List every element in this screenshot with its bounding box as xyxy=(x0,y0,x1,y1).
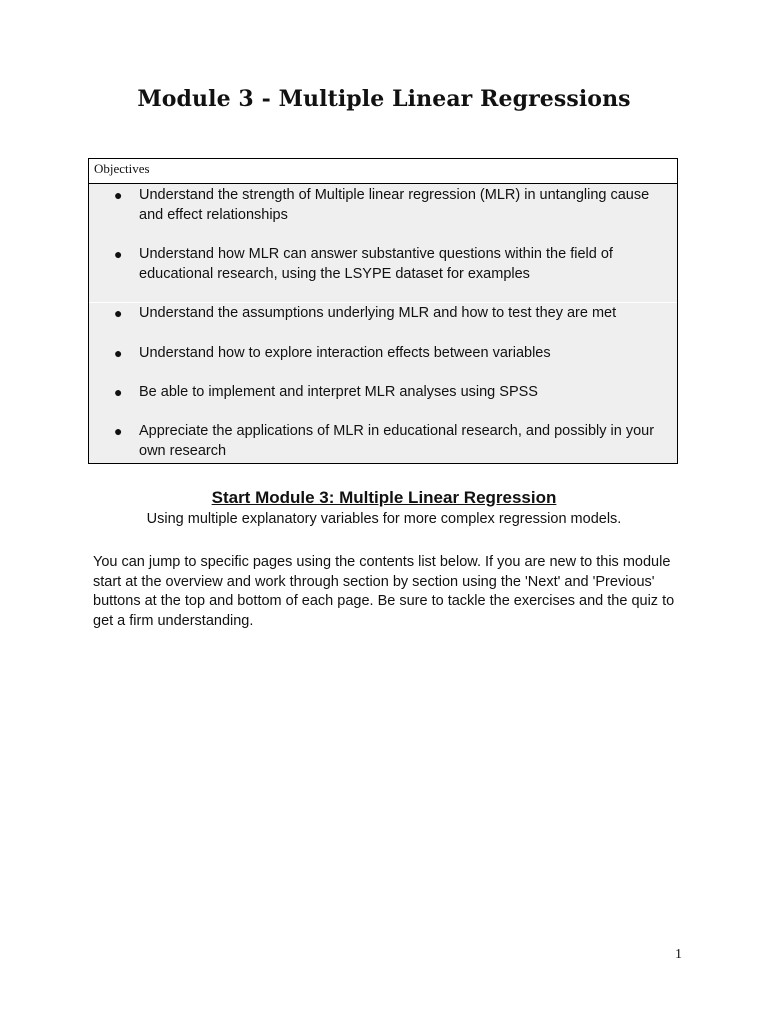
objectives-header: Objectives xyxy=(89,159,677,184)
objective-item xyxy=(89,186,677,225)
objective-text: Be able to implement and interpret MLR analyses using SPSS xyxy=(139,384,538,400)
bullet-icon: ● xyxy=(114,345,123,361)
bullet-icon: ● xyxy=(114,187,123,203)
objective-text: Understand how MLR can answer substantive questions within the field of educational research, using the LSYPE dataset for examples xyxy=(139,246,613,282)
bullet-icon: ● xyxy=(114,423,123,439)
section-heading: Start Module 3: Multiple Linear Regression xyxy=(211,488,557,507)
objective-item xyxy=(89,383,677,403)
page-number: 1 xyxy=(675,947,682,962)
objective-item xyxy=(89,422,677,461)
intro-paragraph: You can jump to specific pages using the contents list below. If you are new to this module start at the overview and work through section by section using the 'Next' and 'Previous' buttons at the top and bottom of each page. Be sure to tackle the exercises and the quiz to get a firm understanding. xyxy=(93,554,675,629)
section-subtitle: Using multiple explanatory variables for more complex regression models. xyxy=(146,511,622,527)
objective-text: Understand how to explore interaction effects between variables xyxy=(139,345,551,361)
objective-text: Understand the strength of Multiple linear regression (MLR) in untangling cause and effect relationships xyxy=(139,187,650,223)
objective-text: Understand the assumptions underlying MLR and how to test they are met xyxy=(139,305,617,321)
objective-text: Appreciate the applications of MLR in educational research, and possibly in your own research xyxy=(139,423,655,459)
objective-item xyxy=(89,304,677,324)
bullet-icon: ● xyxy=(114,305,123,321)
page-title: Module 3 - Multiple Linear Regressions xyxy=(137,86,631,112)
separator xyxy=(89,302,677,303)
objective-item xyxy=(89,245,677,284)
objectives-box xyxy=(88,158,678,464)
bullet-icon: ● xyxy=(114,384,123,400)
bullet-icon: ● xyxy=(114,246,123,262)
objective-item xyxy=(89,344,677,364)
